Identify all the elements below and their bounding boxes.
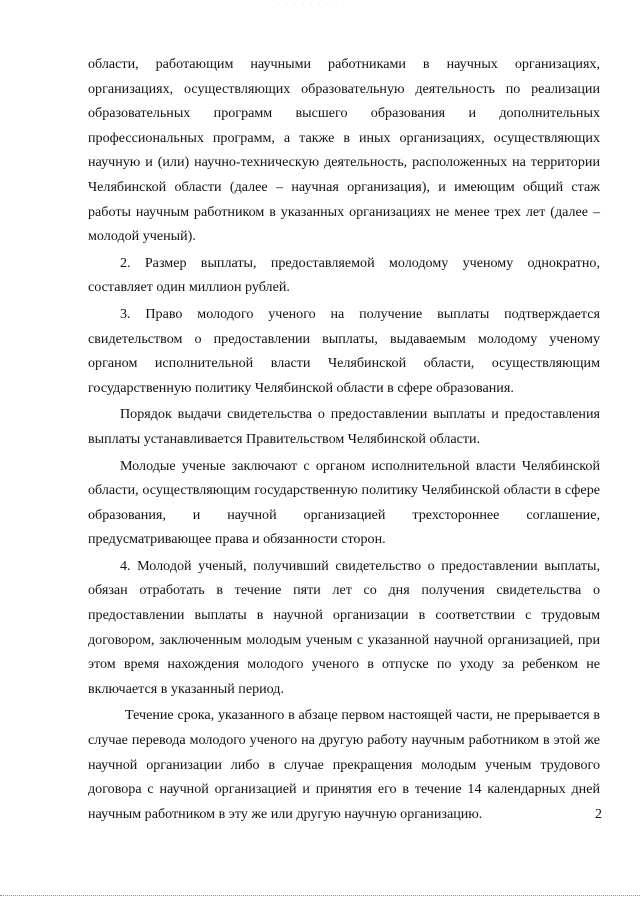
paragraph-tripartite-agreement: Молодые ученые заключают с органом исполнительной власти Челябинской области, осуществляющим государственную политику Челябинской области в сфере образования, и научной организацией трехстороннее соглашение, предусматривающее права и обязанности сторон. xyxy=(88,457,600,548)
scan-artifact-marks: · · · · · · · · · xyxy=(278,0,347,8)
paragraph-term-continuation: Течение срока, указанного в абзаце первом настоящей части, не прерывается в случае перевода молодого ученого на другую работу научным работником в этой же научной организации либо в случае прекращения молодым ученым трудового договора с научной организацией и принятия его в течение 14 календарных дней научным работником в эту же или другую научную организацию. xyxy=(88,707,600,822)
document-body xyxy=(88,52,600,828)
paragraph-continuation: области, работающим научными работниками в научных организациях, организациях, осуществляющих образовательную деятельность по реализации образовательных программ высшего образования и дополнительных профессиональных программ, а также в иных организациях, осуществляющих научную и (или) научно-техническую деятельность, расположенных на территории Челябинской области (далее – научная организация), и имеющим общий стаж работы научным работником в указанных организациях не менее трех лет (далее – молодой ученый). xyxy=(88,56,600,245)
paragraph-item-3: 3. Право молодого ученого на получение выплаты подтверждается свидетельством о предоставлении выплаты, выдаваемым молодому ученому органом исполнительной власти Челябинской области, осуществляющим государственную политику Челябинской области в сфере образования. xyxy=(88,305,600,396)
paragraph-item-2: 2. Размер выплаты, предоставляемой молодому ученому однократно, составляет один миллион рублей. xyxy=(88,254,600,296)
paragraph-item-4: 4. Молодой ученый, получивший свидетельство о предоставлении выплаты, обязан отработать в течение пяти лет со дня получения свидетельства о предоставлении выплаты в научной организации в соответствии с трудовым договором, заключенным молодым ученым с указанной научной организацией, при этом время нахождения молодого ученого в отпуске по уходу за ребенком не включается в указанный период. xyxy=(88,557,600,697)
page-number: 2 xyxy=(595,807,602,822)
scan-bottom-edge xyxy=(0,895,640,896)
paragraph-certificate-procedure: Порядок выдачи свидетельства о предоставлении выплаты и предоставления выплаты устанавливается Правительством Челябинской области. xyxy=(88,406,600,447)
